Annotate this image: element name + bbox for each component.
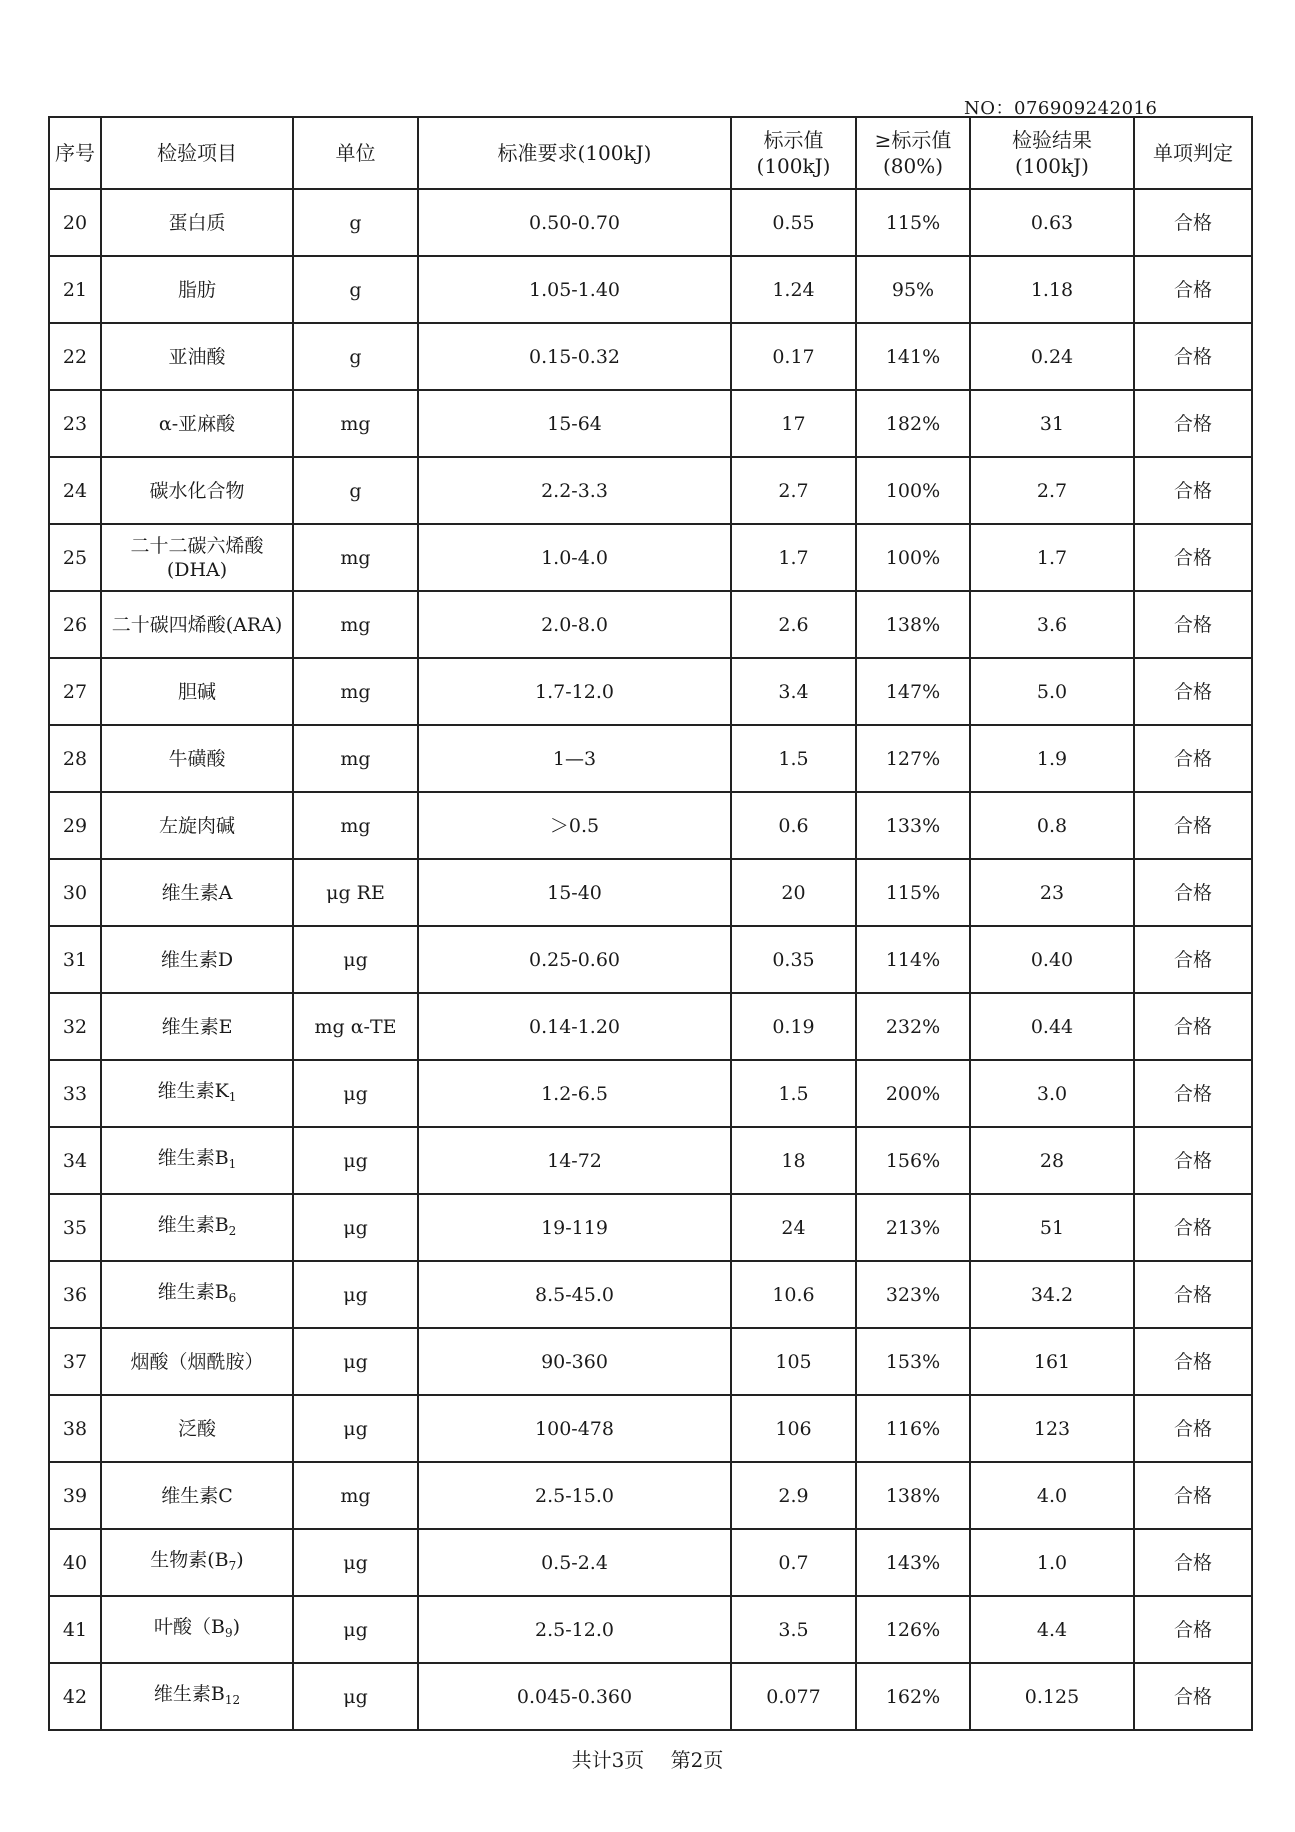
cell-result: 161 (970, 1328, 1134, 1395)
cell-result: 0.24 (970, 323, 1134, 390)
cell-standard: 0.14-1.20 (418, 993, 731, 1060)
cell-judgement: 合格 (1134, 993, 1252, 1060)
cell-unit: μg (293, 1060, 418, 1127)
item-tail: ) (236, 1548, 244, 1571)
cell-seq: 25 (49, 524, 101, 591)
table-row (49, 859, 1252, 926)
cell-judgement: 合格 (1134, 926, 1252, 993)
cell-percent: 115% (856, 189, 970, 256)
table-row (49, 256, 1252, 323)
cell-unit: g (293, 256, 418, 323)
cell-percent: 100% (856, 457, 970, 524)
cell-unit: μg (293, 1194, 418, 1261)
cell-unit: μg (293, 1596, 418, 1663)
cell-standard: 90-360 (418, 1328, 731, 1395)
cell-judgement: 合格 (1134, 1663, 1252, 1730)
item-name: 维生素C (161, 1484, 233, 1507)
cell-standard: 1.0-4.0 (418, 524, 731, 591)
header-standard: 标准要求(100kJ) (418, 117, 731, 189)
cell-standard: 15-40 (418, 859, 731, 926)
cell-percent: 162% (856, 1663, 970, 1730)
cell-unit: mg (293, 591, 418, 658)
cell-result: 0.44 (970, 993, 1134, 1060)
cell-item (101, 1328, 293, 1395)
cell-seq: 39 (49, 1462, 101, 1529)
cell-standard: 19-119 (418, 1194, 731, 1261)
cell-label-value: 1.7 (731, 524, 856, 591)
header-result (970, 117, 1134, 189)
cell-unit: μg (293, 1328, 418, 1395)
cell-unit: mg (293, 658, 418, 725)
cell-result: 1.9 (970, 725, 1134, 792)
cell-unit: μg RE (293, 859, 418, 926)
item-subscript: 1 (228, 1156, 237, 1171)
current-page: 第2页 (670, 1748, 724, 1772)
cell-label-value: 0.35 (731, 926, 856, 993)
header-result-line1: 检验结果 (1012, 128, 1092, 152)
cell-standard: 14-72 (418, 1127, 731, 1194)
table-row (49, 1462, 1252, 1529)
cell-seq: 42 (49, 1663, 101, 1730)
cell-result: 5.0 (970, 658, 1134, 725)
cell-judgement: 合格 (1134, 591, 1252, 658)
cell-item (101, 725, 293, 792)
cell-seq: 28 (49, 725, 101, 792)
cell-seq: 37 (49, 1328, 101, 1395)
item-name: 生物素(B (150, 1548, 229, 1571)
cell-seq: 30 (49, 859, 101, 926)
item-name: α-亚麻酸 (158, 412, 236, 435)
cell-unit: μg (293, 1261, 418, 1328)
cell-judgement: 合格 (1134, 725, 1252, 792)
cell-percent: 143% (856, 1529, 970, 1596)
cell-unit: μg (293, 1127, 418, 1194)
cell-percent: 114% (856, 926, 970, 993)
table-row (49, 1194, 1252, 1261)
table-row (49, 323, 1252, 390)
item-name: 二十碳四烯酸(ARA) (111, 613, 283, 636)
total-pages: 共计3页 (571, 1748, 645, 1772)
cell-seq: 38 (49, 1395, 101, 1462)
cell-label-value: 3.4 (731, 658, 856, 725)
item-name: 泛酸 (177, 1417, 216, 1440)
item-name: 叶酸（B (153, 1615, 225, 1638)
cell-result: 0.40 (970, 926, 1134, 993)
cell-percent: 126% (856, 1596, 970, 1663)
cell-label-value: 0.077 (731, 1663, 856, 1730)
cell-seq: 22 (49, 323, 101, 390)
cell-item (101, 1663, 293, 1730)
cell-result: 3.0 (970, 1060, 1134, 1127)
item-name: 烟酸（烟酰胺） (130, 1350, 264, 1373)
cell-judgement: 合格 (1134, 658, 1252, 725)
cell-unit: mg α-TE (293, 993, 418, 1060)
cell-item (101, 1060, 293, 1127)
cell-standard: 8.5-45.0 (418, 1261, 731, 1328)
cell-percent: 138% (856, 591, 970, 658)
cell-standard: 1—3 (418, 725, 731, 792)
cell-seq: 23 (49, 390, 101, 457)
inspection-table (48, 116, 1253, 1731)
cell-label-value: 0.7 (731, 1529, 856, 1596)
cell-percent: 127% (856, 725, 970, 792)
cell-label-value: 1.5 (731, 725, 856, 792)
cell-standard: 0.25-0.60 (418, 926, 731, 993)
cell-unit: mg (293, 725, 418, 792)
cell-label-value: 0.55 (731, 189, 856, 256)
table-body (49, 189, 1252, 1730)
item-name: 胆碱 (177, 680, 216, 703)
item-name: 牛磺酸 (168, 747, 226, 770)
cell-standard: 2.5-15.0 (418, 1462, 731, 1529)
cell-seq: 41 (49, 1596, 101, 1663)
cell-percent: 200% (856, 1060, 970, 1127)
cell-percent: 115% (856, 859, 970, 926)
cell-seq: 35 (49, 1194, 101, 1261)
cell-standard: 15-64 (418, 390, 731, 457)
cell-standard: 1.7-12.0 (418, 658, 731, 725)
table-row (49, 1261, 1252, 1328)
cell-standard: 100-478 (418, 1395, 731, 1462)
cell-item (101, 1261, 293, 1328)
item-subscript: 2 (228, 1223, 237, 1238)
cell-percent: 133% (856, 792, 970, 859)
cell-result: 123 (970, 1395, 1134, 1462)
cell-percent: 323% (856, 1261, 970, 1328)
cell-standard: 2.0-8.0 (418, 591, 731, 658)
cell-unit: g (293, 189, 418, 256)
header-label-value (731, 117, 856, 189)
header-item: 检验项目 (101, 117, 293, 189)
cell-label-value: 0.6 (731, 792, 856, 859)
header-label-value-line2: (100kJ) (756, 154, 831, 178)
cell-standard: 2.5-12.0 (418, 1596, 731, 1663)
table-header-row (49, 117, 1252, 189)
cell-item (101, 189, 293, 256)
cell-item (101, 1596, 293, 1663)
cell-result: 0.8 (970, 792, 1134, 859)
table-row (49, 390, 1252, 457)
item-name: 维生素A (161, 881, 233, 904)
cell-standard: 1.05-1.40 (418, 256, 731, 323)
cell-percent: 147% (856, 658, 970, 725)
cell-result: 51 (970, 1194, 1134, 1261)
cell-unit: g (293, 323, 418, 390)
cell-label-value: 20 (731, 859, 856, 926)
cell-item (101, 323, 293, 390)
table-row (49, 524, 1252, 591)
header-judgement: 单项判定 (1134, 117, 1252, 189)
cell-result: 3.6 (970, 591, 1134, 658)
cell-standard: 0.50-0.70 (418, 189, 731, 256)
cell-judgement: 合格 (1134, 1060, 1252, 1127)
cell-label-value: 106 (731, 1395, 856, 1462)
cell-result: 1.18 (970, 256, 1134, 323)
cell-item (101, 658, 293, 725)
item-name: 蛋白质 (168, 211, 226, 234)
cell-seq: 31 (49, 926, 101, 993)
table-row (49, 725, 1252, 792)
item-subscript: 6 (228, 1290, 237, 1305)
item-subscript: 12 (224, 1692, 241, 1707)
cell-result: 34.2 (970, 1261, 1134, 1328)
cell-unit: μg (293, 926, 418, 993)
cell-result: 28 (970, 1127, 1134, 1194)
item-name-line2: (DHA) (166, 558, 228, 581)
cell-percent: 95% (856, 256, 970, 323)
cell-seq: 27 (49, 658, 101, 725)
table-row (49, 1529, 1252, 1596)
item-name: 碳水化合物 (149, 479, 245, 502)
item-name: 维生素B (157, 1213, 229, 1236)
header-ge-label-line2: (80%) (882, 154, 944, 178)
cell-unit: μg (293, 1395, 418, 1462)
table-row (49, 1060, 1252, 1127)
cell-unit: g (293, 457, 418, 524)
item-name: 维生素K (157, 1079, 229, 1102)
cell-standard: 2.2-3.3 (418, 457, 731, 524)
item-subscript: 9 (224, 1625, 233, 1640)
cell-judgement: 合格 (1134, 859, 1252, 926)
cell-seq: 36 (49, 1261, 101, 1328)
cell-item (101, 390, 293, 457)
cell-judgement: 合格 (1134, 1194, 1252, 1261)
cell-result: 1.7 (970, 524, 1134, 591)
item-name: 左旋肉碱 (158, 814, 235, 837)
item-tail: ) (232, 1615, 241, 1638)
cell-label-value: 2.6 (731, 591, 856, 658)
cell-judgement: 合格 (1134, 792, 1252, 859)
cell-unit: mg (293, 1462, 418, 1529)
table-row (49, 457, 1252, 524)
cell-item (101, 591, 293, 658)
cell-result: 1.0 (970, 1529, 1134, 1596)
table-row (49, 1328, 1252, 1395)
item-name: 亚油酸 (168, 345, 226, 368)
cell-unit: mg (293, 524, 418, 591)
cell-percent: 116% (856, 1395, 970, 1462)
cell-item (101, 524, 293, 591)
cell-standard: 1.2-6.5 (418, 1060, 731, 1127)
item-name: 脂肪 (177, 278, 216, 301)
cell-label-value: 0.17 (731, 323, 856, 390)
table-row (49, 1663, 1252, 1730)
header-unit: 单位 (293, 117, 418, 189)
cell-standard: ＞0.5 (418, 792, 731, 859)
cell-standard: 0.045-0.360 (418, 1663, 731, 1730)
table-row (49, 926, 1252, 993)
cell-seq: 40 (49, 1529, 101, 1596)
table-row (49, 189, 1252, 256)
cell-result: 4.4 (970, 1596, 1134, 1663)
table-row (49, 591, 1252, 658)
cell-seq: 34 (49, 1127, 101, 1194)
cell-judgement: 合格 (1134, 390, 1252, 457)
report-number: NO：076909242016 (964, 98, 1158, 119)
cell-unit: μg (293, 1529, 418, 1596)
cell-item (101, 1127, 293, 1194)
cell-judgement: 合格 (1134, 189, 1252, 256)
table-row (49, 993, 1252, 1060)
page-footer (0, 1744, 1295, 1773)
cell-result: 31 (970, 390, 1134, 457)
item-name: 维生素E (161, 1015, 233, 1038)
item-name: 维生素D (160, 948, 234, 971)
cell-percent: 138% (856, 1462, 970, 1529)
cell-judgement: 合格 (1134, 1328, 1252, 1395)
cell-label-value: 105 (731, 1328, 856, 1395)
cell-percent: 182% (856, 390, 970, 457)
cell-seq: 20 (49, 189, 101, 256)
table-row (49, 1127, 1252, 1194)
cell-percent: 213% (856, 1194, 970, 1261)
cell-percent: 100% (856, 524, 970, 591)
table-row (49, 792, 1252, 859)
cell-judgement: 合格 (1134, 256, 1252, 323)
cell-label-value: 0.19 (731, 993, 856, 1060)
cell-percent: 141% (856, 323, 970, 390)
header-label-value-line1: 标示值 (763, 128, 824, 152)
cell-judgement: 合格 (1134, 1395, 1252, 1462)
cell-result: 23 (970, 859, 1134, 926)
cell-label-value: 2.9 (731, 1462, 856, 1529)
header-seq: 序号 (49, 117, 101, 189)
item-name: 维生素B (153, 1682, 225, 1705)
item-subscript: 1 (228, 1089, 237, 1104)
cell-item (101, 1462, 293, 1529)
header-result-line2: (100kJ) (1015, 154, 1089, 178)
cell-percent: 153% (856, 1328, 970, 1395)
cell-standard: 0.5-2.4 (418, 1529, 731, 1596)
cell-unit: μg (293, 1663, 418, 1730)
cell-label-value: 10.6 (731, 1261, 856, 1328)
table-row (49, 1596, 1252, 1663)
cell-judgement: 合格 (1134, 524, 1252, 591)
table-row (49, 658, 1252, 725)
cell-label-value: 17 (731, 390, 856, 457)
item-name: 维生素B (157, 1146, 229, 1169)
cell-judgement: 合格 (1134, 323, 1252, 390)
cell-item (101, 859, 293, 926)
header-ge-label-line1: ≥标示值 (874, 128, 952, 152)
item-name: 二十二碳六烯酸 (130, 534, 264, 557)
item-subscript: 7 (228, 1558, 237, 1573)
header-ge-label (856, 117, 970, 189)
cell-label-value: 3.5 (731, 1596, 856, 1663)
cell-label-value: 18 (731, 1127, 856, 1194)
cell-seq: 29 (49, 792, 101, 859)
cell-seq: 32 (49, 993, 101, 1060)
cell-judgement: 合格 (1134, 1462, 1252, 1529)
cell-item (101, 1194, 293, 1261)
cell-label-value: 1.24 (731, 256, 856, 323)
cell-label-value: 24 (731, 1194, 856, 1261)
cell-unit: mg (293, 792, 418, 859)
cell-result: 2.7 (970, 457, 1134, 524)
cell-item (101, 256, 293, 323)
cell-item (101, 457, 293, 524)
cell-judgement: 合格 (1134, 1261, 1252, 1328)
cell-seq: 33 (49, 1060, 101, 1127)
cell-item (101, 792, 293, 859)
cell-seq: 21 (49, 256, 101, 323)
cell-percent: 232% (856, 993, 970, 1060)
cell-judgement: 合格 (1134, 1127, 1252, 1194)
cell-item (101, 1395, 293, 1462)
cell-item (101, 993, 293, 1060)
item-name: 维生素B (157, 1280, 229, 1303)
cell-result: 0.125 (970, 1663, 1134, 1730)
cell-judgement: 合格 (1134, 1596, 1252, 1663)
cell-item (101, 926, 293, 993)
table-row (49, 1395, 1252, 1462)
cell-result: 0.63 (970, 189, 1134, 256)
cell-seq: 26 (49, 591, 101, 658)
cell-result: 4.0 (970, 1462, 1134, 1529)
cell-standard: 0.15-0.32 (418, 323, 731, 390)
cell-judgement: 合格 (1134, 457, 1252, 524)
cell-label-value: 1.5 (731, 1060, 856, 1127)
cell-unit: mg (293, 390, 418, 457)
cell-judgement: 合格 (1134, 1529, 1252, 1596)
cell-label-value: 2.7 (731, 457, 856, 524)
cell-item (101, 1529, 293, 1596)
cell-seq: 24 (49, 457, 101, 524)
cell-percent: 156% (856, 1127, 970, 1194)
